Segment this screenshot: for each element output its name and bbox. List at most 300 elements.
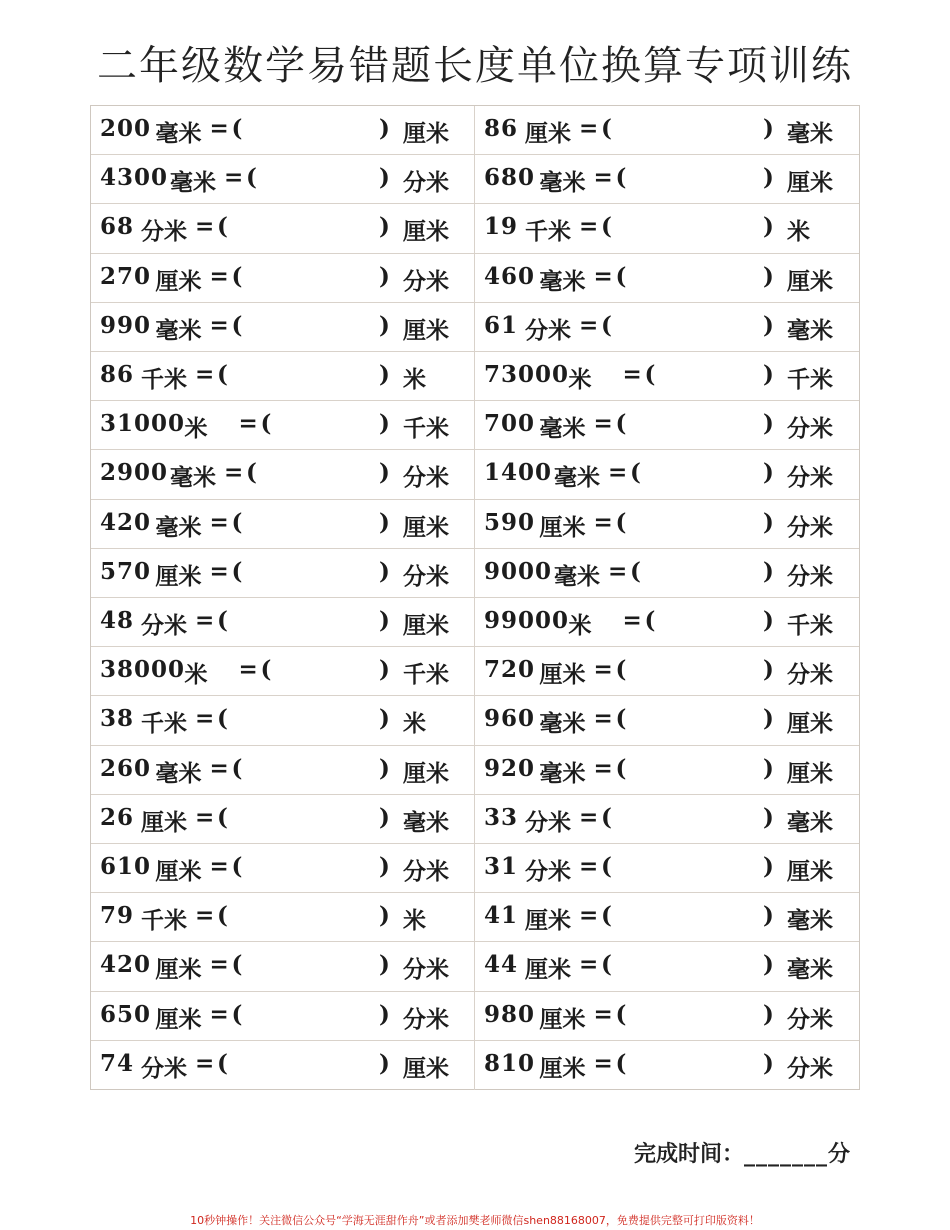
answer-blank[interactable] (262, 164, 373, 192)
from-unit: 毫米 (155, 316, 202, 344)
equals-sign: = (593, 656, 613, 684)
from-unit: 毫米 (170, 169, 216, 197)
close-paren: ) (379, 557, 390, 585)
equals-sign: = (209, 951, 229, 979)
equals-sign: = (608, 459, 628, 487)
open-paren: ( (231, 1000, 243, 1028)
problem-right (475, 549, 859, 597)
equals-sign: = (209, 557, 229, 585)
close-paren: ) (379, 361, 390, 388)
close-paren: ) (379, 1000, 390, 1028)
from-unit: 千米 (141, 366, 187, 393)
answer-blank[interactable] (632, 509, 758, 537)
close-paren: ) (379, 164, 390, 192)
number-value: 48 (100, 607, 135, 634)
close-paren: ) (763, 1000, 774, 1028)
from-unit: 毫米 (539, 710, 586, 738)
to-unit: 千米 (787, 612, 833, 639)
from-unit: 千米 (141, 907, 187, 935)
completion-time-blank[interactable]: _______ (744, 1141, 829, 1167)
from-unit: 毫米 (539, 759, 586, 787)
answer-blank[interactable] (617, 853, 757, 881)
equals-sign: = (579, 902, 599, 930)
equals-sign: = (195, 1049, 215, 1077)
open-paren: ( (246, 459, 257, 487)
problem-left (91, 598, 475, 646)
equals-sign: = (195, 705, 215, 733)
number-value: 33 (484, 803, 519, 831)
problem-left (91, 303, 475, 351)
close-paren: ) (379, 459, 390, 487)
close-paren: ) (763, 1049, 774, 1077)
problem-row (91, 254, 859, 303)
problem-row (91, 450, 859, 499)
to-unit: 米 (403, 710, 426, 738)
equals-sign: = (195, 803, 215, 831)
equals-sign: = (209, 853, 229, 880)
from-unit: 毫米 (155, 120, 202, 147)
answer-blank[interactable] (248, 558, 374, 586)
problem-right (475, 893, 859, 941)
to-unit: 千米 (403, 415, 449, 443)
equals-sign: = (593, 1000, 613, 1028)
equals-sign: = (209, 311, 229, 339)
open-paren: ( (644, 361, 656, 388)
from-unit: 分米 (141, 1054, 187, 1082)
equals-sign: = (224, 164, 244, 192)
number-value: 2900 (100, 459, 169, 487)
close-paren: ) (379, 803, 390, 831)
to-unit: 厘米 (787, 710, 833, 738)
equals-sign: = (593, 754, 613, 782)
close-paren: ) (379, 754, 390, 782)
problem-left (91, 992, 475, 1040)
number-value: 4300 (100, 164, 169, 192)
close-paren: ) (763, 164, 774, 192)
answer-blank[interactable] (248, 1001, 374, 1029)
to-unit: 厘米 (403, 218, 449, 246)
problem-row (91, 352, 859, 401)
number-value: 680 (484, 164, 536, 192)
open-paren: ( (231, 557, 243, 585)
problem-row (91, 303, 859, 352)
to-unit: 厘米 (403, 759, 449, 787)
number-value: 610 (100, 853, 152, 880)
from-unit: 分米 (525, 808, 571, 836)
number-value: 79 (100, 902, 135, 930)
open-paren: ( (630, 557, 641, 585)
completion-time-label: 完成时间： (634, 1141, 745, 1167)
open-paren: ( (601, 951, 612, 979)
number-value: 41 (484, 902, 519, 930)
problem-right (475, 352, 859, 400)
open-paren: ( (260, 410, 272, 438)
from-unit: 厘米 (155, 956, 202, 984)
number-value: 44 (484, 951, 519, 979)
open-paren: ( (615, 262, 627, 290)
answer-blank[interactable] (248, 115, 374, 143)
to-unit: 厘米 (403, 612, 449, 639)
to-unit: 千米 (403, 661, 449, 689)
number-value: 460 (484, 262, 536, 290)
answer-blank[interactable] (233, 804, 373, 832)
open-paren: ( (246, 164, 257, 192)
problem-row (91, 893, 859, 942)
to-unit: 分米 (403, 464, 449, 492)
problem-left (91, 155, 475, 203)
number-value: 700 (484, 410, 536, 438)
to-unit: 分米 (787, 661, 833, 689)
close-paren: ) (763, 311, 774, 339)
equals-sign: = (195, 607, 215, 634)
equals-sign: = (579, 115, 599, 142)
close-paren: ) (379, 508, 390, 536)
to-unit: 米 (787, 218, 810, 246)
from-unit: 厘米 (539, 1005, 586, 1033)
problem-right (475, 106, 859, 154)
open-paren: ( (601, 311, 612, 339)
equals-sign: = (579, 853, 599, 880)
answer-blank[interactable] (248, 853, 374, 881)
problem-left (91, 106, 475, 154)
close-paren: ) (379, 656, 390, 684)
from-unit: 厘米 (155, 1005, 202, 1033)
from-unit: 厘米 (525, 956, 571, 984)
problem-right (475, 992, 859, 1040)
from-unit: 毫米 (155, 759, 202, 787)
problem-right (475, 254, 859, 302)
answer-blank[interactable] (233, 705, 373, 733)
open-paren: ( (217, 1049, 228, 1077)
close-paren: ) (379, 410, 390, 438)
number-value: 960 (484, 705, 536, 733)
close-paren: ) (763, 656, 774, 684)
open-paren: ( (260, 656, 272, 684)
number-value: 86 (484, 115, 519, 142)
answer-blank[interactable] (632, 1001, 758, 1029)
completion-time (634, 1137, 850, 1168)
answer-blank[interactable] (277, 656, 374, 684)
problem-left (91, 696, 475, 744)
answer-blank[interactable] (233, 902, 373, 930)
number-value: 99000 (484, 607, 570, 634)
answer-blank[interactable] (248, 755, 374, 783)
problem-left (91, 647, 475, 695)
number-value: 38000 (100, 656, 186, 684)
answer-blank[interactable] (617, 902, 757, 930)
from-unit: 厘米 (539, 513, 586, 541)
close-paren: ) (763, 607, 774, 634)
equals-sign: = (224, 459, 244, 487)
number-value: 19 (484, 213, 519, 241)
open-paren: ( (601, 213, 612, 241)
number-value: 260 (100, 754, 152, 782)
close-paren: ) (763, 754, 774, 782)
answer-blank[interactable] (248, 312, 374, 340)
to-unit: 毫米 (787, 120, 833, 147)
number-value: 73000 (484, 361, 570, 388)
problem-right (475, 598, 859, 646)
open-paren: ( (615, 705, 627, 733)
open-paren: ( (615, 656, 627, 684)
problem-left (91, 746, 475, 794)
problem-right (475, 500, 859, 548)
number-value: 570 (100, 557, 152, 585)
problem-row (91, 844, 859, 893)
from-unit: 米 (184, 661, 208, 689)
equals-sign: = (593, 262, 613, 290)
problem-row (91, 401, 859, 450)
problem-row (91, 204, 859, 253)
problem-right (475, 155, 859, 203)
from-unit: 厘米 (539, 661, 586, 689)
close-paren: ) (763, 803, 774, 831)
problem-right (475, 746, 859, 794)
to-unit: 分米 (403, 267, 449, 295)
answer-blank[interactable] (617, 115, 757, 143)
answer-blank[interactable] (617, 213, 757, 241)
from-unit: 毫米 (170, 464, 216, 492)
answer-blank[interactable] (277, 410, 374, 438)
to-unit: 分米 (403, 956, 449, 984)
open-paren: ( (231, 508, 243, 536)
to-unit: 厘米 (787, 267, 833, 295)
problem-row (91, 992, 859, 1041)
to-unit: 分米 (787, 1054, 833, 1082)
answer-blank[interactable] (617, 312, 757, 340)
to-unit: 米 (403, 366, 426, 393)
problem-left (91, 893, 475, 941)
equals-sign: = (579, 951, 599, 979)
answer-blank[interactable] (646, 558, 757, 586)
close-paren: ) (763, 361, 774, 388)
open-paren: ( (615, 508, 627, 536)
answer-blank[interactable] (646, 459, 757, 487)
close-paren: ) (379, 705, 390, 733)
answer-blank[interactable] (233, 607, 373, 635)
from-unit: 千米 (141, 710, 187, 738)
answer-blank[interactable] (632, 410, 758, 438)
open-paren: ( (644, 607, 656, 634)
problem-right (475, 401, 859, 449)
equals-sign: = (608, 557, 628, 585)
number-value: 61 (484, 311, 519, 339)
problem-row (91, 696, 859, 745)
answer-blank[interactable] (632, 755, 758, 783)
to-unit: 厘米 (787, 858, 833, 885)
open-paren: ( (615, 1049, 627, 1077)
problem-row (91, 1041, 859, 1090)
open-paren: ( (231, 311, 243, 339)
problem-table (90, 105, 860, 1090)
problem-right (475, 942, 859, 990)
equals-sign: = (593, 508, 613, 536)
to-unit: 分米 (403, 169, 449, 197)
answer-blank[interactable] (632, 1050, 758, 1078)
to-unit: 毫米 (787, 907, 833, 935)
open-paren: ( (217, 803, 228, 831)
close-paren: ) (379, 213, 390, 241)
from-unit: 分米 (525, 316, 571, 344)
to-unit: 分米 (403, 562, 449, 590)
problem-left (91, 204, 475, 252)
number-value: 420 (100, 951, 152, 979)
number-value: 68 (100, 213, 135, 241)
close-paren: ) (379, 262, 390, 290)
close-paren: ) (763, 410, 774, 438)
equals-sign: = (593, 705, 613, 733)
problem-row (91, 106, 859, 155)
number-value: 270 (100, 262, 152, 290)
close-paren: ) (763, 459, 774, 487)
from-unit: 千米 (525, 218, 571, 246)
promo-note: 10秒钟操作！关注微信公众号“学海无涯甜作舟”或者添加樊老师微信shen88168007，免费提供完整可打印版资料！ (190, 1214, 760, 1227)
answer-blank[interactable] (233, 213, 373, 241)
number-value: 200 (100, 115, 152, 142)
worksheet-title: 二年级数学易错题长度单位换算专项训练 (97, 43, 853, 89)
from-unit: 米 (568, 366, 592, 393)
close-paren: ) (763, 902, 774, 930)
answer-blank[interactable] (248, 509, 374, 537)
to-unit: 厘米 (787, 169, 833, 197)
to-unit: 毫米 (403, 808, 449, 836)
equals-sign: = (579, 311, 599, 339)
from-unit: 毫米 (554, 464, 600, 492)
answer-blank[interactable] (248, 263, 374, 291)
close-paren: ) (379, 607, 390, 634)
problem-row (91, 942, 859, 991)
number-value: 74 (100, 1049, 135, 1077)
equals-sign: = (209, 508, 229, 536)
problem-right (475, 696, 859, 744)
from-unit: 米 (184, 415, 208, 443)
from-unit: 厘米 (155, 562, 202, 590)
open-paren: ( (630, 459, 641, 487)
answer-blank[interactable] (632, 164, 758, 192)
equals-sign: = (579, 213, 599, 241)
answer-blank[interactable] (233, 361, 373, 389)
to-unit: 分米 (787, 464, 833, 492)
answer-blank[interactable] (632, 263, 758, 291)
open-paren: ( (615, 1000, 627, 1028)
answer-blank[interactable] (233, 1050, 373, 1078)
to-unit: 厘米 (403, 316, 449, 344)
from-unit: 厘米 (155, 858, 202, 885)
to-unit: 厘米 (403, 120, 449, 147)
open-paren: ( (217, 361, 228, 388)
from-unit: 毫米 (554, 562, 600, 590)
to-unit: 厘米 (403, 513, 449, 541)
problem-row (91, 549, 859, 598)
problem-right (475, 450, 859, 498)
from-unit: 毫米 (539, 415, 586, 443)
to-unit: 分米 (403, 858, 449, 885)
number-value: 920 (484, 754, 536, 782)
from-unit: 厘米 (525, 907, 571, 935)
open-paren: ( (601, 902, 612, 930)
number-value: 31 (484, 853, 519, 880)
answer-blank[interactable] (632, 705, 758, 733)
problem-left (91, 401, 475, 449)
problem-row (91, 500, 859, 549)
problem-left (91, 254, 475, 302)
from-unit: 米 (568, 612, 592, 639)
open-paren: ( (217, 902, 228, 930)
problem-left (91, 500, 475, 548)
problem-row (91, 647, 859, 696)
close-paren: ) (379, 902, 390, 930)
to-unit: 毫米 (787, 956, 833, 984)
answer-blank[interactable] (262, 459, 373, 487)
number-value: 26 (100, 803, 135, 831)
to-unit: 米 (403, 907, 426, 935)
open-paren: ( (601, 803, 612, 831)
to-unit: 分米 (787, 415, 833, 443)
problem-row (91, 598, 859, 647)
problem-right (475, 795, 859, 843)
problem-row (91, 795, 859, 844)
close-paren: ) (763, 853, 774, 880)
to-unit: 分米 (403, 1005, 449, 1033)
close-paren: ) (379, 115, 390, 142)
close-paren: ) (763, 508, 774, 536)
answer-blank[interactable] (617, 951, 757, 979)
close-paren: ) (379, 311, 390, 339)
close-paren: ) (763, 557, 774, 585)
number-value: 31000 (100, 410, 186, 438)
close-paren: ) (763, 262, 774, 290)
open-paren: ( (217, 705, 228, 733)
open-paren: ( (601, 115, 612, 142)
answer-blank[interactable] (661, 607, 758, 635)
equals-sign: = (195, 902, 215, 930)
equals-sign: = (209, 262, 229, 290)
problem-right (475, 303, 859, 351)
equals-sign: = (579, 803, 599, 831)
number-value: 38 (100, 705, 135, 733)
equals-sign: = (622, 361, 642, 388)
to-unit: 厘米 (403, 1054, 449, 1082)
problem-right (475, 647, 859, 695)
problem-left (91, 1041, 475, 1090)
close-paren: ) (379, 1049, 390, 1077)
open-paren: ( (217, 213, 228, 241)
equals-sign: = (238, 410, 258, 438)
number-value: 990 (100, 311, 152, 339)
from-unit: 分米 (525, 858, 571, 885)
number-value: 590 (484, 508, 536, 536)
open-paren: ( (231, 115, 243, 142)
problem-right (475, 204, 859, 252)
equals-sign: = (209, 754, 229, 782)
problem-left (91, 450, 475, 498)
number-value: 810 (484, 1049, 536, 1077)
from-unit: 厘米 (141, 808, 187, 836)
to-unit: 毫米 (787, 316, 833, 344)
problem-row (91, 155, 859, 204)
equals-sign: = (593, 1049, 613, 1077)
answer-blank[interactable] (632, 656, 758, 684)
from-unit: 分米 (141, 218, 187, 246)
answer-blank[interactable] (248, 951, 374, 979)
open-paren: ( (231, 754, 243, 782)
to-unit: 千米 (787, 366, 833, 393)
number-value: 1400 (484, 459, 553, 487)
answer-blank[interactable] (617, 804, 757, 832)
open-paren: ( (615, 164, 627, 192)
open-paren: ( (615, 410, 627, 438)
answer-blank[interactable] (661, 361, 758, 389)
